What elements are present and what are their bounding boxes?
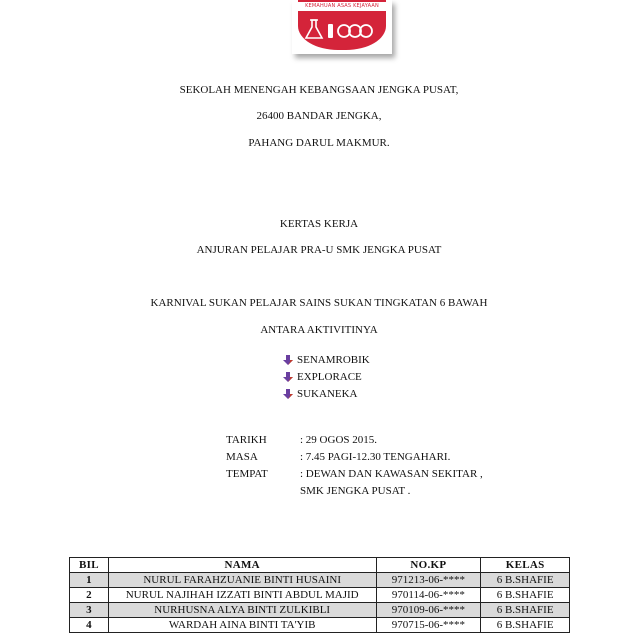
cell-kelas: 6 B.SHAFIE: [481, 618, 570, 633]
arrow-bullet-icon: [283, 389, 293, 399]
date-value: : 29 OGOS 2015.: [300, 434, 378, 446]
student-table: [69, 557, 570, 633]
column-header-nokp: NO.KP: [376, 558, 481, 573]
cell-bil: 4: [70, 618, 109, 633]
cell-kelas: 6 B.SHAFIE: [481, 588, 570, 603]
school-name: SEKOLAH MENENGAH KEBANGSAAN JENGKA PUSAT,: [179, 84, 459, 96]
logo-crest: [298, 0, 386, 50]
cell-kelas: 6 B.SHAFIE: [481, 603, 570, 618]
cell-nama: NURUL NAJIHAH IZZATI BINTI ABDUL MAJID: [108, 588, 376, 603]
time-value: : 7.45 PAGI-12.30 TENGAHARI.: [300, 451, 451, 463]
activity-label: EXPLORACE: [297, 371, 362, 383]
venue-value-continued: SMK JENGKA PUSAT .: [300, 485, 411, 497]
date-label: TARIKH: [226, 434, 267, 446]
cell-nokp: 970715-06-****: [376, 618, 481, 633]
organiser-line: ANJURAN PELAJAR PRA-U SMK JENGKA PUSAT: [196, 244, 442, 256]
cell-nama: NURHUSNA ALYA BINTI ZULKIBLI: [108, 603, 376, 618]
activities-list: [283, 352, 370, 403]
cell-bil: 2: [70, 588, 109, 603]
logo-motto-banner: KEMAHUAN ASAS KEJAYAAN: [298, 2, 386, 11]
arrow-bullet-icon: [283, 372, 293, 382]
column-header-kelas: KELAS: [481, 558, 570, 573]
table-header-row: [70, 558, 570, 573]
document-type: KERTAS KERJA: [279, 218, 359, 230]
list-item: [283, 352, 370, 369]
cell-kelas: 6 B.SHAFIE: [481, 573, 570, 588]
cell-nokp: 971213-06-****: [376, 573, 481, 588]
logo-symbols-icon: [298, 14, 386, 44]
venue-label: TEMPAT: [226, 468, 268, 480]
school-postcode-city: 26400 BANDAR JENGKA,: [256, 110, 382, 122]
table-row: [70, 588, 570, 603]
activities-heading: ANTARA AKTIVITINYA: [260, 324, 378, 336]
school-state: PAHANG DARUL MAKMUR.: [248, 137, 390, 149]
cell-nokp: 970109-06-****: [376, 603, 481, 618]
list-item: [283, 386, 370, 403]
school-logo: [292, 0, 392, 54]
cell-nokp: 970114-06-****: [376, 588, 481, 603]
event-name: KARNIVAL SUKAN PELAJAR SAINS SUKAN TINGKATAN 6 BAWAH: [150, 297, 488, 309]
activity-label: SUKANEKA: [297, 388, 358, 400]
table-row: [70, 603, 570, 618]
table-row: [70, 573, 570, 588]
list-item: [283, 369, 370, 386]
venue-value: : DEWAN DAN KAWASAN SEKITAR ,: [300, 468, 483, 480]
cell-nama: NURUL FARAHZUANIE BINTI HUSAINI: [108, 573, 376, 588]
cell-bil: 1: [70, 573, 109, 588]
column-header-bil: BIL: [70, 558, 109, 573]
activity-label: SENAMROBIK: [297, 354, 370, 366]
cell-bil: 3: [70, 603, 109, 618]
table-row: [70, 618, 570, 633]
cell-nama: WARDAH AINA BINTI TA'YIB: [108, 618, 376, 633]
column-header-nama: NAMA: [108, 558, 376, 573]
arrow-bullet-icon: [283, 355, 293, 365]
time-label: MASA: [226, 451, 258, 463]
